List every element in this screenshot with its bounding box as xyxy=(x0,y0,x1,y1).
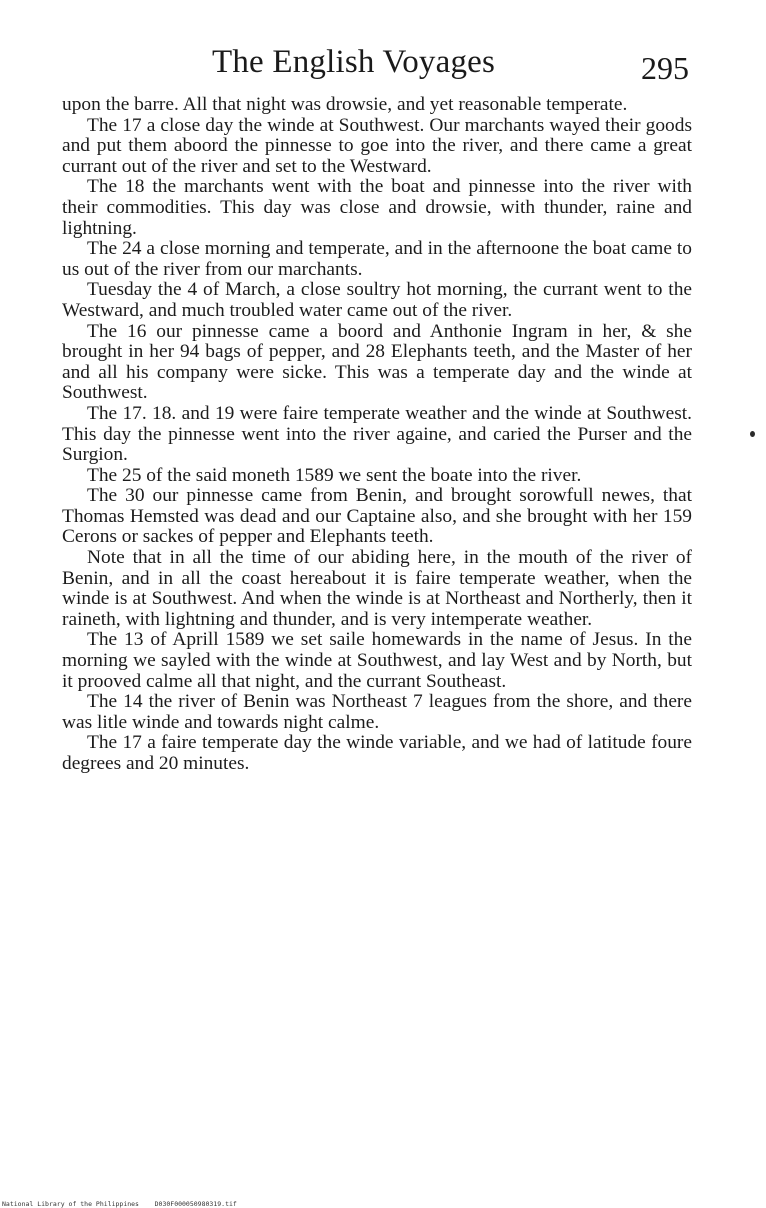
paragraph: upon the barre. All that night was drowsie, and yet reasonable temperate. xyxy=(62,94,628,115)
body-text xyxy=(62,95,692,775)
paragraph: The 16 our pinnesse came a boord and Anthonie Ingram in her, & she brought in her 94 bags of pepper, and 28 Elephants teeth, and the Master of her and all his company were sicke. This was a temperate day and the winde at Southwest. xyxy=(62,320,692,404)
paragraph: The 17. 18. and 19 were faire temperate weather and the winde at Southwest. This day the pinnesse went into the river againe, and caried the Purser and the Surgion. xyxy=(62,402,692,466)
paragraph: The 17 a faire temperate day the winde variable, and we had of latitude foure degrees and 20 minutes. xyxy=(62,732,692,774)
footer-source: National Library of the Philippines xyxy=(2,1200,139,1208)
scan-speck xyxy=(750,431,755,437)
paragraph: The 18 the marchants went with the boat and pinnesse into the river with their commodities. This day was close and drowsie, with thunder, raine and lightning. xyxy=(62,176,692,239)
paragraph: The 13 of Aprill 1589 we set saile homewards in the name of Jesus. In the morning we sayled with the winde at Southwest, and lay West and by North, but it prooved calme all that night, and the currant Southeast. xyxy=(62,629,692,692)
paragraph: The 17 a close day the winde at Southwest. Our marchants wayed their goods and put them aboord the pinnesse to goe into the river, and there came a great currant out of the river and set to the Westward. xyxy=(62,114,692,177)
paragraph: The 14 the river of Benin was Northeast 7 leagues from the shore, and there was litle winde and towards night calme. xyxy=(62,691,692,733)
paragraph: Note that in all the time of our abiding here, in the mouth of the river of Benin, and in all the coast hereabout it is faire temperate weather, when the winde is at Southwest. And when the winde is at Northeast and Northerly, then it raineth, with lightning and thunder, and is very intemperate weather. xyxy=(62,547,692,630)
paragraph: Tuesday the 4 of March, a close soultry hot morning, the currant went to the Westward, and much troubled water came out of the river. xyxy=(62,279,692,321)
paragraph: The 24 a close morning and temperate, and in the afternoone the boat came to us out of the river from our marchants. xyxy=(62,238,692,280)
paragraph: The 30 our pinnesse came from Benin, and brought sorowfull newes, that Thomas Hemsted was dead and our Captaine also, and she brought with her 159 Cerons or sackes of pepper and Elephants teeth. xyxy=(62,485,692,548)
page-number: 295 xyxy=(641,50,689,86)
page-header xyxy=(0,44,766,94)
scan-footer xyxy=(2,1200,237,1208)
paragraph: The 25 of the said moneth 1589 we sent the boate into the river. xyxy=(87,464,582,486)
running-title: The English Voyages xyxy=(212,44,496,80)
footer-file: D030F000050980319.tif xyxy=(154,1200,237,1208)
